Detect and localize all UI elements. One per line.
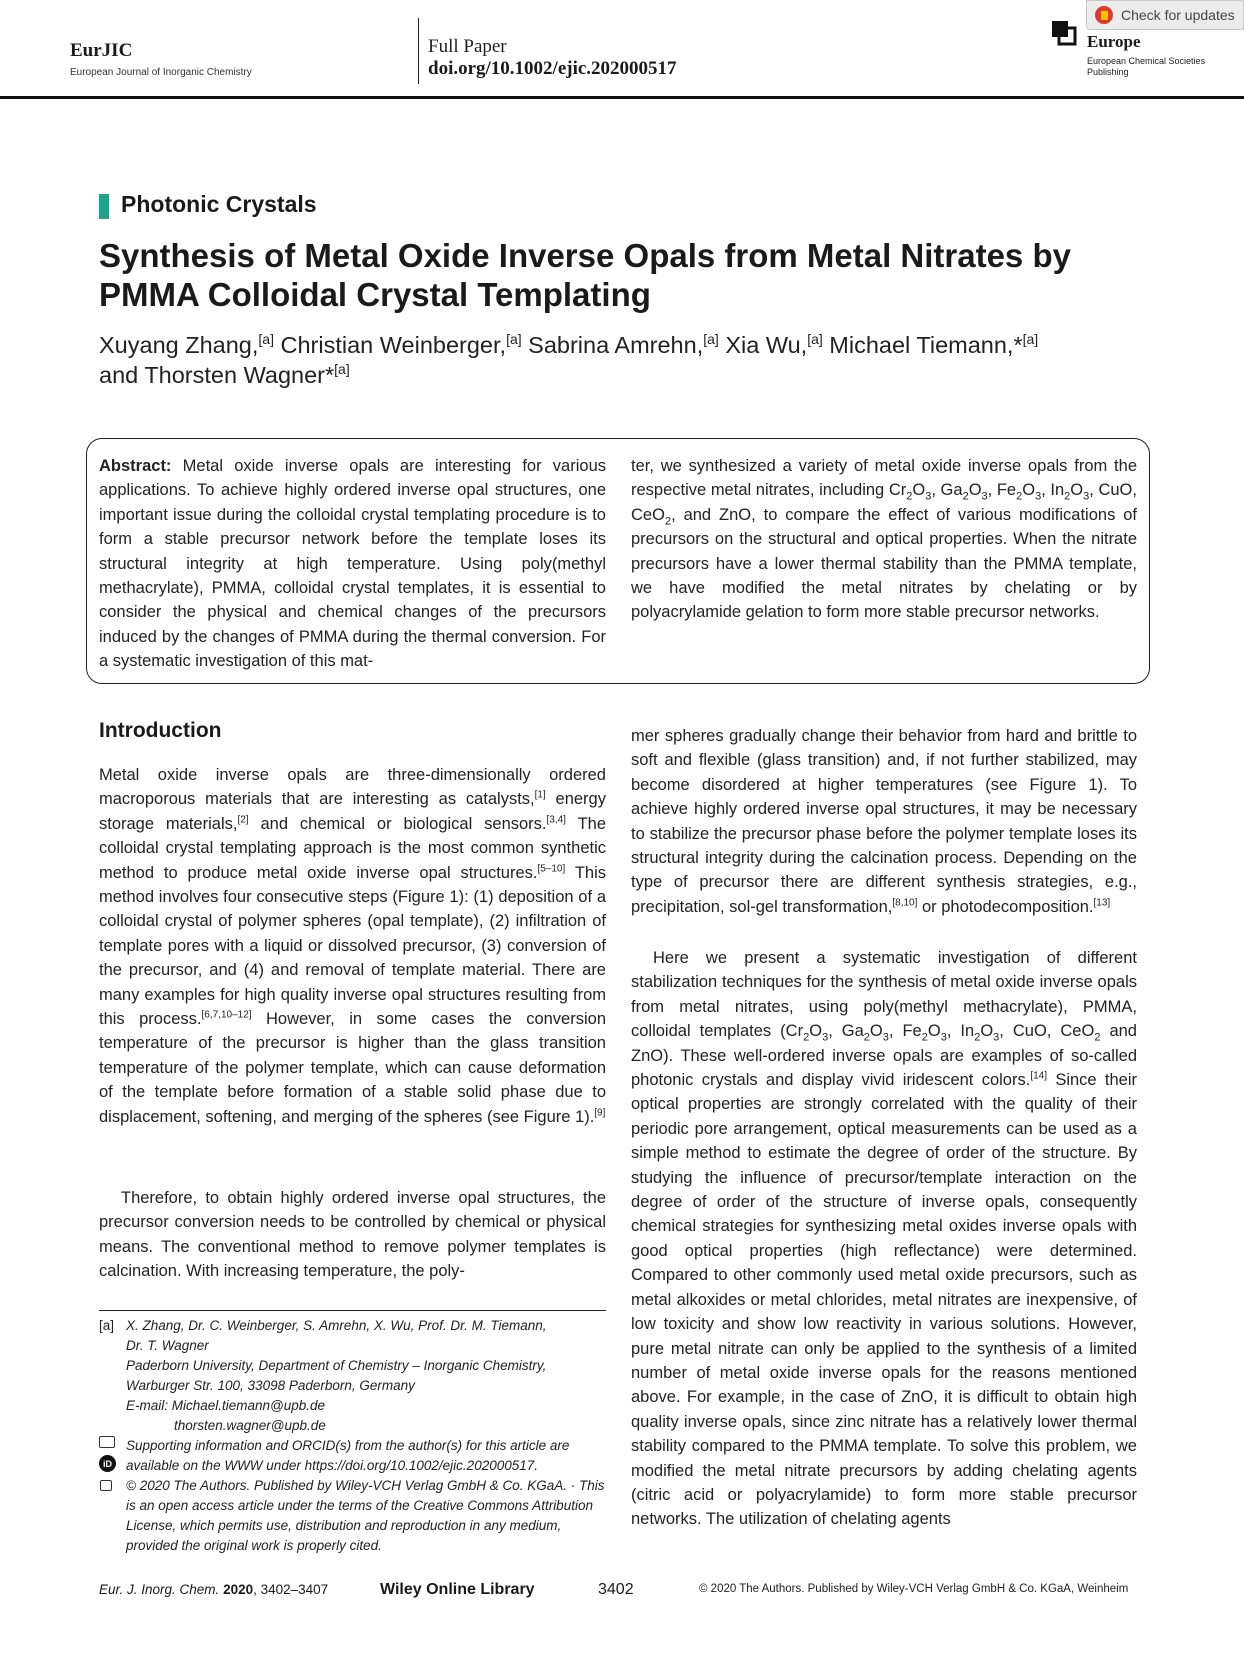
- body-paragraph: Therefore, to obtain highly ordered inverse opal structures, the precursor conversion needs to be controlled by chemical or physical means. The conventional method to remove polymer templates is calcination. With increasing temperature, the poly-: [99, 1189, 606, 1281]
- email-link[interactable]: thorsten.wagner@upb.de: [174, 1418, 326, 1433]
- abstract-text: ter, we synthesized a variety of metal oxide inverse opals from the respective metal nitrates, including: [631, 457, 1137, 500]
- header-divider: [418, 18, 419, 84]
- paper-title: Synthesis of Metal Oxide Inverse Opals from Metal Nitrates by PMMA Colloidal Crystal Templating: [99, 237, 1071, 313]
- affiliation-marker: [a]: [99, 1318, 115, 1333]
- author-affiliation: [a]: [703, 331, 719, 348]
- citation-ref[interactable]: [3,4]: [546, 814, 566, 826]
- header-rule: [0, 96, 1244, 99]
- body-paragraph: Metal oxide inverse opals are three-dimensionally ordered macroporous materials that are interesting as catalysts,[1] energy storage materials,[2] and chemical or biological sensors.[3,4] The colloidal crystal templating approach is the most common synthetic method to produce metal oxide inverse opal structures.[5–10] This method involves four consecutive steps (Figure 1): (1) deposition of a colloidal crystal of polymer spheres (opal template), (2) infiltration of template pores with a liquid or dissolved precursor, (3) conversion of the precursor, and (4) and removal of template material. There are many examples for high quality inverse opal structures resulting from this process.[6,7,10–12] However, in some cases the conversion temperature of the precursor is higher than the glass transition temperature of the polymer template, which can cause deformation of the template before formation of a stable solid phase due to displacement, softening, and merging of the spheres (see Figure 1).[9]: [99, 766, 606, 1126]
- email-link[interactable]: E-mail: Michael.tiemann@upb.de: [126, 1398, 326, 1413]
- open-access-icon: [100, 1480, 112, 1491]
- publisher-brand: Europe: [1087, 32, 1141, 51]
- doi-link[interactable]: doi.org/10.1002/ejic.202000517: [428, 58, 677, 79]
- check-updates-label: Check for updates: [1121, 7, 1235, 23]
- check-for-updates-button[interactable]: [1086, 0, 1244, 30]
- author-name[interactable]: Sabrina Amrehn,: [528, 332, 704, 358]
- author-name[interactable]: Xia Wu,: [725, 332, 808, 358]
- citation-ref[interactable]: [8,10]: [892, 897, 918, 909]
- author-affiliation: [a]: [1022, 331, 1039, 348]
- affiliation-footnote: X. Zhang, Dr. C. Weinberger, S. Amrehn, X. Wu, Prof. Dr. M. Tiemann, Dr. T. Wagner Paderborn University, Department of Chemistry – Inorganic Chemistry, Warburger Str. 100, 33098 Paderborn, Germany E-mail: Michael.tiemann@upb.de thorsten.wagner@upb.de: [126, 1316, 606, 1436]
- citation-ref[interactable]: [14]: [1030, 1070, 1047, 1082]
- author-affiliation: [a]: [807, 331, 823, 348]
- check-updates-icon: [1095, 6, 1113, 24]
- abstract-left-column: [99, 454, 606, 674]
- abstract-right-column: [631, 454, 1137, 625]
- citation-ref[interactable]: [6,7,10–12]: [201, 1009, 252, 1021]
- citation-ref[interactable]: [2]: [237, 814, 249, 826]
- body-paragraph: mer spheres gradually change their behavior from hard and brittle to soft and flexible (glass transition) and, if not further stabilized, may become disordered at higher temperatures (see Figure 1). To achieve highly ordered inverse opal structures, it may be necessary to stabilize the precursor phase before the polymer template loses its structural integrity during the calcination process. Depending on the type of precursor there are different synthesis strategies, e.g., precipitation, sol-gel transformation,[8,10] or photodecomposition.[13]: [631, 727, 1137, 916]
- wiley-online-library-link[interactable]: Wiley Online Library: [380, 1581, 535, 1598]
- author-affiliation: [a]: [334, 361, 350, 378]
- author-list: [99, 330, 1179, 390]
- publisher-name: European Chemical Societies Publishing: [1087, 56, 1206, 77]
- page-number: 3402: [598, 1581, 634, 1598]
- citation-ref[interactable]: [5–10]: [537, 863, 566, 875]
- author-affiliation: [a]: [258, 331, 274, 348]
- abstract-label: Abstract:: [99, 457, 172, 475]
- footer-citation: Eur. J. Inorg. Chem. 2020, 3402–3407: [99, 1582, 329, 1597]
- supporting-info-footnote[interactable]: Supporting information and ORCID(s) from the author(s) for this article are available on the WWW under https://doi.org/10.1002/ejic.202000517.: [126, 1438, 570, 1473]
- article-type: Full Paper: [428, 36, 507, 57]
- introduction-heading: Introduction: [99, 719, 222, 742]
- license-footnote: © 2020 The Authors. Published by Wiley-VCH Verlag GmbH & Co. KGaA. · This is an open access article under the terms of the Creative Commons Attribution License, which permits use, distribution and reproduction in any medium, provided the original work is properly cited.: [126, 1478, 605, 1553]
- supporting-info-icon: [99, 1436, 115, 1448]
- author-name[interactable]: Michael Tiemann,*: [829, 332, 1023, 358]
- citation-ref[interactable]: [1]: [534, 789, 546, 801]
- footer-copyright: © 2020 The Authors. Published by Wiley-VCH Verlag GmbH & Co. KGaA, Weinheim: [699, 1583, 1129, 1595]
- body-paragraph: Here we present a systematic investigation of different stabilization techniques for the synthesis of metal oxide inverse opals from metal nitrates, using poly(methyl methacrylate), PMMA, colloidal templates ($Cr_2O_3$, $Ga_2O_3$, $Fe_2O_3$, $In_2O_3$, CuO, CeO$_2$ and ZnO). These well-ordered inverse opals are examples of so-called photonic crystals and display vivid iridescent colors.[14] Since their optical properties are strongly correlated with the quality of their periodic pore arrangement, optical measurements can be used as a simple method to estimate the degree of order of the structure. By studying the influence of precursor/template interaction on the degree of order of the structure of inverse opals, consequently chemical strategies for synthesizing metal oxides inverse opals with good optical properties (high reflectance) were determined. Compared to other commonly used metal oxide precursors, such as metal alkoxides or metal chlorides, metal nitrates are inexpensive, of low toxicity and show low reactivity in various solutions. However, pure metal nitrate can only be applied to the synthesis of a limited number of metal oxide inverse opals for the reasons mentioned above. For example, in the case of ZnO, it is difficult to obtain high quality inverse opals, since zinc nitrate has a relatively lower thermal stability compared to the PMMA template. To solve this problem, we modified the metal nitrate precursors by adding chelating agents (citric acid or polyacrylamide) to form more stable precursor networks. The utilization of chelating agents: [631, 949, 1138, 1529]
- chemistry-europe-logo-icon: [1051, 18, 1081, 48]
- journal-full-name: European Journal of Inorganic Chemistry: [70, 67, 252, 78]
- section-accent-bar: [99, 194, 109, 219]
- abstract-oxides: $Cr_2O_3$, $Ga_2O_3$, $Fe_2O_3$, $In_2O_3$, CuO, CeO$_2$, and ZnO: [631, 481, 1137, 528]
- section-label: Photonic Crystals: [121, 191, 317, 217]
- abstract-text: , to compare the effect of various modifications of precursors on the structural and optical properties. When the nitrate precursors have a lower thermal stability than the PMMA template, we have modified the metal nitrates by chelating or by polyacrylamide gelation to form more stable precursor networks.: [631, 505, 1137, 622]
- author-affiliation: [a]: [506, 331, 522, 348]
- author-name[interactable]: Xuyang Zhang,: [99, 332, 259, 358]
- author-name[interactable]: Christian Weinberger,: [280, 332, 507, 358]
- orcid-icon: iD: [99, 1455, 116, 1472]
- author-name[interactable]: and Thorsten Wagner*: [99, 362, 335, 388]
- citation-ref[interactable]: [13]: [1093, 897, 1111, 909]
- abstract-text: Metal oxide inverse opals are interesting for various applications. To achieve highly ordered inverse opal structures, one important issue during the colloidal crystal templating procedure is to form a stable precursor network before the template loses its structural integrity at high temperature. Using poly(methyl methacrylate), PMMA, colloidal crystal templates, it is essential to consider the physical and chemical changes of the precursors induced by the changes of PMMA during the thermal conversion. For a systematic investigation of this mat-: [99, 457, 606, 671]
- journal-short-name: EurJIC: [70, 40, 133, 61]
- oxide-list: $Cr_2O_3$, $Ga_2O_3$, $Fe_2O_3$, $In_2O_3$, CuO, CeO$_2$ and ZnO: [631, 1022, 1137, 1065]
- citation-ref[interactable]: [9]: [594, 1107, 606, 1119]
- footnote-rule: [99, 1310, 606, 1311]
